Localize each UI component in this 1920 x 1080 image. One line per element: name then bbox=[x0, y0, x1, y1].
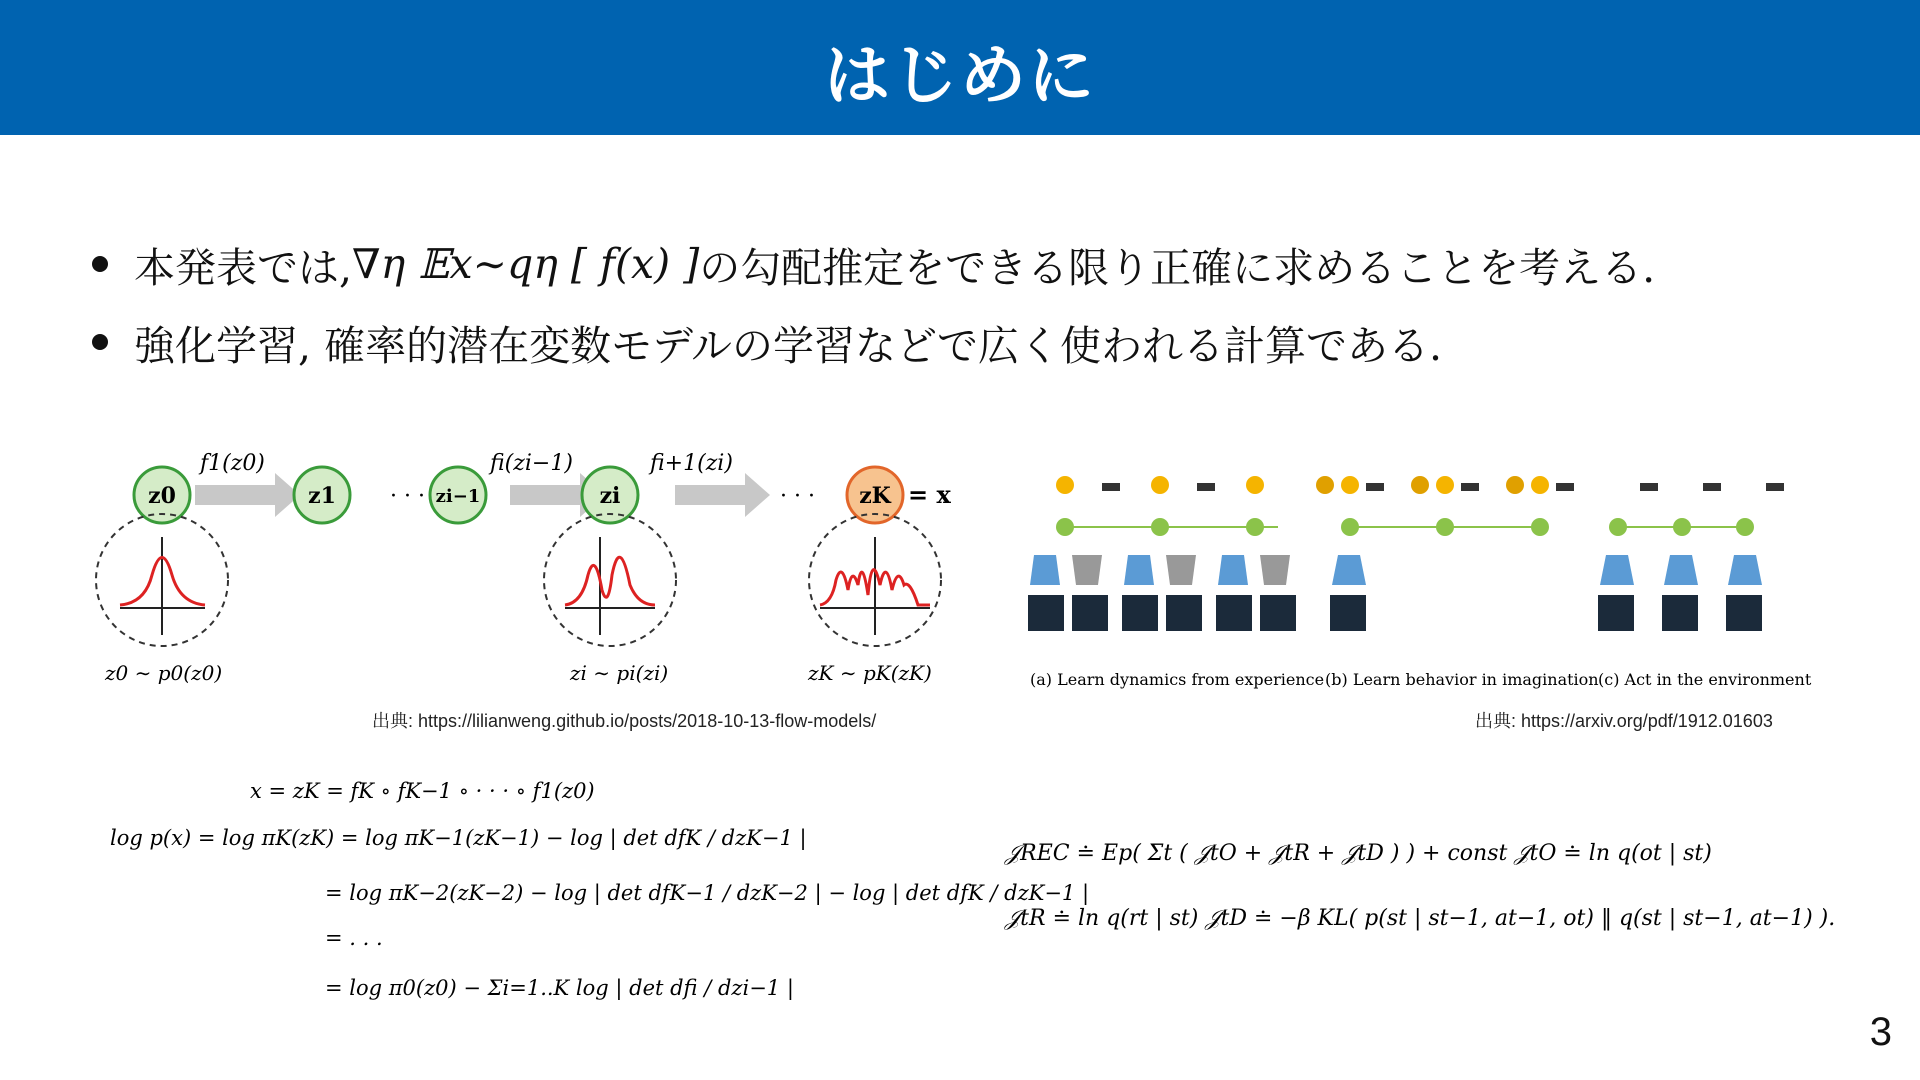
action-c1 bbox=[1640, 483, 1658, 491]
obs-c3 bbox=[1726, 595, 1762, 631]
dist-label-i: zi ∼ pi(zi) bbox=[570, 661, 669, 685]
bullet-1-pre: 本発表では, bbox=[134, 243, 353, 292]
flow-arrow-3 bbox=[675, 473, 770, 517]
dist-curve-i bbox=[565, 557, 655, 605]
encoder-a3 bbox=[1218, 555, 1248, 585]
action-a2 bbox=[1197, 483, 1215, 491]
reward-b1 bbox=[1341, 476, 1359, 494]
node-zi-label: zi bbox=[599, 483, 621, 509]
page-number: 3 bbox=[1869, 1010, 1892, 1054]
bullet-1-post: の勾配推定をできる限り正確に求めることを考える. bbox=[699, 243, 1656, 292]
reward-a2 bbox=[1151, 476, 1169, 494]
arrow-label-3: fi+1(zi) bbox=[650, 451, 733, 476]
trophy-b1 bbox=[1316, 476, 1334, 494]
trophy-b3 bbox=[1506, 476, 1524, 494]
obs-c2 bbox=[1662, 595, 1698, 631]
reward-a3 bbox=[1246, 476, 1264, 494]
state-a3 bbox=[1246, 518, 1264, 536]
eq-left-1: x = zK = fK ∘ fK−1 ∘ · · · ∘ f1(z0) bbox=[250, 779, 595, 803]
action-c2 bbox=[1703, 483, 1721, 491]
arrow-label-2: fi(zi−1) bbox=[490, 451, 573, 476]
eq-right-2: 𝒥tR ≐ ln q(rt | st) 𝒥tD ≐ −β KL( p(st | st−1, at−1, ot) ‖ q(st | st−1, at−1) ). bbox=[1005, 906, 1836, 931]
reward-b2 bbox=[1436, 476, 1454, 494]
eq-left-4: = . . . bbox=[325, 926, 383, 950]
source-left: 出典: https://lilianweng.github.io/posts/2018-10-13-flow-models/ bbox=[372, 711, 877, 731]
eq-right-1: 𝒥REC ≐ Ep( Σt ( 𝒥tO + 𝒥tR + 𝒥tD ) ) + const 𝒥tO ≐ ln q(ot | st) bbox=[1005, 841, 1712, 866]
obs-a4 bbox=[1166, 595, 1202, 631]
action-b3 bbox=[1556, 483, 1574, 491]
node-z1-label: z1 bbox=[308, 483, 336, 509]
encoder-b1 bbox=[1332, 555, 1366, 585]
bullet-list bbox=[92, 225, 1892, 381]
obs-b1 bbox=[1330, 595, 1366, 631]
panel-b bbox=[1316, 476, 1574, 631]
eq-x: = x bbox=[908, 480, 951, 509]
encoder-c3 bbox=[1728, 555, 1762, 585]
reward-b3 bbox=[1531, 476, 1549, 494]
state-a2 bbox=[1151, 518, 1169, 536]
decoder-a1 bbox=[1072, 555, 1102, 585]
action-b2 bbox=[1461, 483, 1479, 491]
bullet-2-text: 強化学習, 確率的潜在変数モデルの学習などで広く使われる計算である. bbox=[134, 321, 1443, 370]
encoder-c2 bbox=[1664, 555, 1698, 585]
title-bar bbox=[0, 0, 1920, 135]
state-b1 bbox=[1341, 518, 1359, 536]
dreamer-figure bbox=[1020, 445, 1840, 695]
node-zi-1-label: zi−1 bbox=[435, 486, 481, 507]
dist-label-0: z0 ∼ p0(z0) bbox=[105, 661, 223, 685]
flow-arrow-1 bbox=[195, 473, 300, 517]
flow-equations bbox=[100, 770, 1090, 1030]
bullet-2 bbox=[92, 303, 1892, 381]
dots-2: · · · bbox=[780, 484, 815, 509]
obs-a6 bbox=[1260, 595, 1296, 631]
obs-a5 bbox=[1216, 595, 1252, 631]
eq-left-5: = log π0(z0) − Σi=1..K log | det dfi / dzi−1 | bbox=[325, 976, 794, 1000]
panel-c bbox=[1598, 483, 1784, 631]
flow-figure bbox=[90, 445, 970, 695]
trophy-b2 bbox=[1411, 476, 1429, 494]
dots-1: · · · bbox=[390, 484, 425, 509]
caption-c: (c) Act in the environment bbox=[1598, 670, 1812, 689]
encoder-a1 bbox=[1030, 555, 1060, 585]
action-c3 bbox=[1766, 483, 1784, 491]
state-b3 bbox=[1531, 518, 1549, 536]
state-a1 bbox=[1056, 518, 1074, 536]
eq-left-3: = log πK−2(zK−2) − log | det dfK−1 / dzK−2 | − log | det dfK / dzK−1 | bbox=[325, 881, 1090, 905]
decoder-a2 bbox=[1166, 555, 1196, 585]
state-b2 bbox=[1436, 518, 1454, 536]
bullet-dot bbox=[92, 256, 108, 272]
obs-a3 bbox=[1122, 595, 1158, 631]
bullet-dot bbox=[92, 334, 108, 350]
caption-b: (b) Learn behavior in imagination bbox=[1325, 670, 1599, 689]
decoder-a3 bbox=[1260, 555, 1290, 585]
action-a1 bbox=[1102, 483, 1120, 491]
gradient-expression: ∇η 𝔼x∼qη [ f(x) ] bbox=[352, 240, 700, 288]
reward-a1 bbox=[1056, 476, 1074, 494]
obs-a1 bbox=[1028, 595, 1064, 631]
obs-c1 bbox=[1598, 595, 1634, 631]
node-zK-label: zK bbox=[859, 483, 891, 509]
panel-a bbox=[1028, 476, 1296, 631]
state-c1 bbox=[1609, 518, 1627, 536]
action-b1 bbox=[1366, 483, 1384, 491]
slide-title: はじめに bbox=[824, 37, 1096, 114]
dreamer-equations bbox=[1000, 815, 1900, 965]
bullet-1 bbox=[92, 225, 1892, 303]
source-right: 出典: https://arxiv.org/pdf/1912.01603 bbox=[1475, 711, 1773, 731]
node-z0-label: z0 bbox=[148, 483, 176, 509]
caption-a: (a) Learn dynamics from experience bbox=[1030, 670, 1325, 689]
state-c2 bbox=[1673, 518, 1691, 536]
dist-label-K: zK ∼ pK(zK) bbox=[808, 661, 932, 685]
encoder-c1 bbox=[1600, 555, 1634, 585]
eq-left-2: log p(x) = log πK(zK) = log πK−1(zK−1) − log | det dfK / dzK−1 | bbox=[110, 826, 807, 850]
arrow-label-1: f1(z0) bbox=[200, 451, 265, 476]
encoder-a2 bbox=[1124, 555, 1154, 585]
obs-a2 bbox=[1072, 595, 1108, 631]
state-c3 bbox=[1736, 518, 1754, 536]
